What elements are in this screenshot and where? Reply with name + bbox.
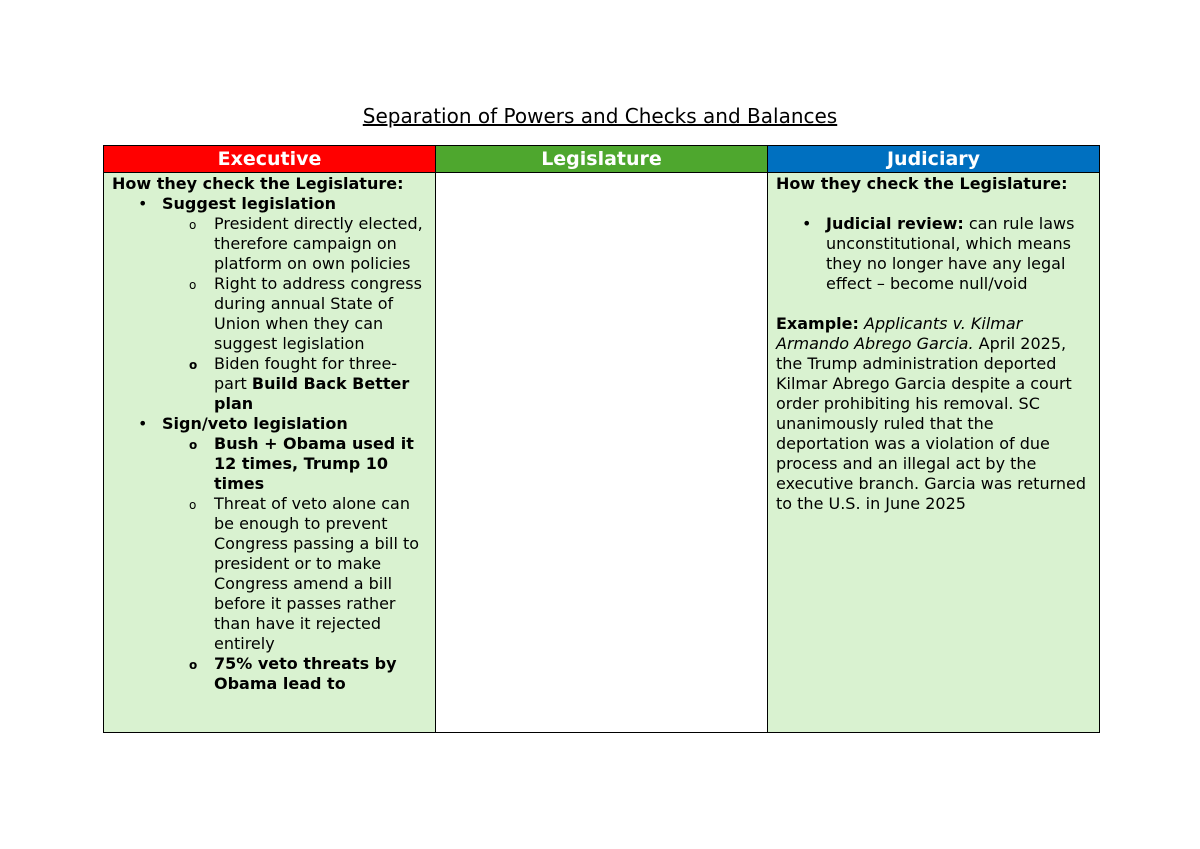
list-item xyxy=(189,654,427,694)
list-item xyxy=(189,434,427,494)
legislature-cell xyxy=(436,173,768,733)
content-row xyxy=(104,173,1100,733)
example-paragraph xyxy=(776,314,1091,514)
list-item xyxy=(802,214,1091,294)
judiciary-cell xyxy=(768,173,1100,733)
veto-label: Sign/veto legislation xyxy=(162,414,348,433)
bullet-icon: • xyxy=(138,414,148,433)
circle-bullet-icon: o xyxy=(189,498,197,512)
executive-cell xyxy=(104,173,436,733)
circle-bullet-icon: o xyxy=(189,658,198,672)
list-item xyxy=(189,354,427,414)
suggest-label: Suggest legislation xyxy=(162,194,337,213)
list-item xyxy=(189,494,427,654)
suggest-sub1: President directly elected, therefore campaign on platform on own policies xyxy=(214,214,423,273)
veto-sub3: 75% veto threats by Obama lead to xyxy=(214,654,397,693)
veto-sublist xyxy=(162,434,427,694)
review-label: Judicial review: xyxy=(826,214,964,233)
list-item xyxy=(189,214,427,274)
example-case: Applicants v. Kilmar Armando Abrego Garcia. xyxy=(776,314,1023,353)
list-item xyxy=(189,274,427,354)
circle-bullet-icon: o xyxy=(189,218,197,232)
veto-sub1: Bush + Obama used it 12 times, Trump 10 times xyxy=(214,434,414,493)
legislature-header: Legislature xyxy=(436,146,768,173)
circle-bullet-icon: o xyxy=(189,438,198,452)
example-label: Example: xyxy=(776,314,859,333)
suggest-sub3-bold: Build Back Better plan xyxy=(214,374,410,413)
executive-header: Executive xyxy=(104,146,436,173)
example-text: April 2025, the Trump administration deported Kilmar Abrego Garcia despite a court order prohibiting his removal. SC unanimously ruled that the deportation was a violation of due process and an illegal act by the executive branch. Garcia was returned to the U.S. in June 2025 xyxy=(776,334,1087,513)
bullet-icon: • xyxy=(138,194,148,213)
header-row xyxy=(104,146,1100,173)
judiciary-header: Judiciary xyxy=(768,146,1100,173)
powers-table xyxy=(103,145,1100,733)
executive-list xyxy=(112,194,427,694)
list-item xyxy=(138,194,427,414)
list-item xyxy=(138,414,427,694)
circle-bullet-icon: o xyxy=(189,358,198,372)
page-title: Separation of Powers and Checks and Balances xyxy=(362,104,838,128)
executive-heading: How they check the Legislature: xyxy=(112,174,404,193)
bullet-icon: • xyxy=(802,214,812,233)
veto-sub2: Threat of veto alone can be enough to prevent Congress passing a bill to president or to make Congress amend a bill before it passes rather than have it rejected entirely xyxy=(214,494,420,653)
suggest-sub3-pre: Biden fought for three-part xyxy=(214,354,398,393)
suggest-sub2: Right to address congress during annual State of Union when they can suggest legislation xyxy=(214,274,422,353)
judiciary-list xyxy=(776,214,1091,294)
judiciary-heading: How they check the Legislature: xyxy=(776,174,1068,193)
review-text: can rule laws unconstitutional, which means they no longer have any legal effect – become null/void xyxy=(826,214,1075,293)
circle-bullet-icon: o xyxy=(189,278,197,292)
suggest-sublist xyxy=(162,214,427,414)
